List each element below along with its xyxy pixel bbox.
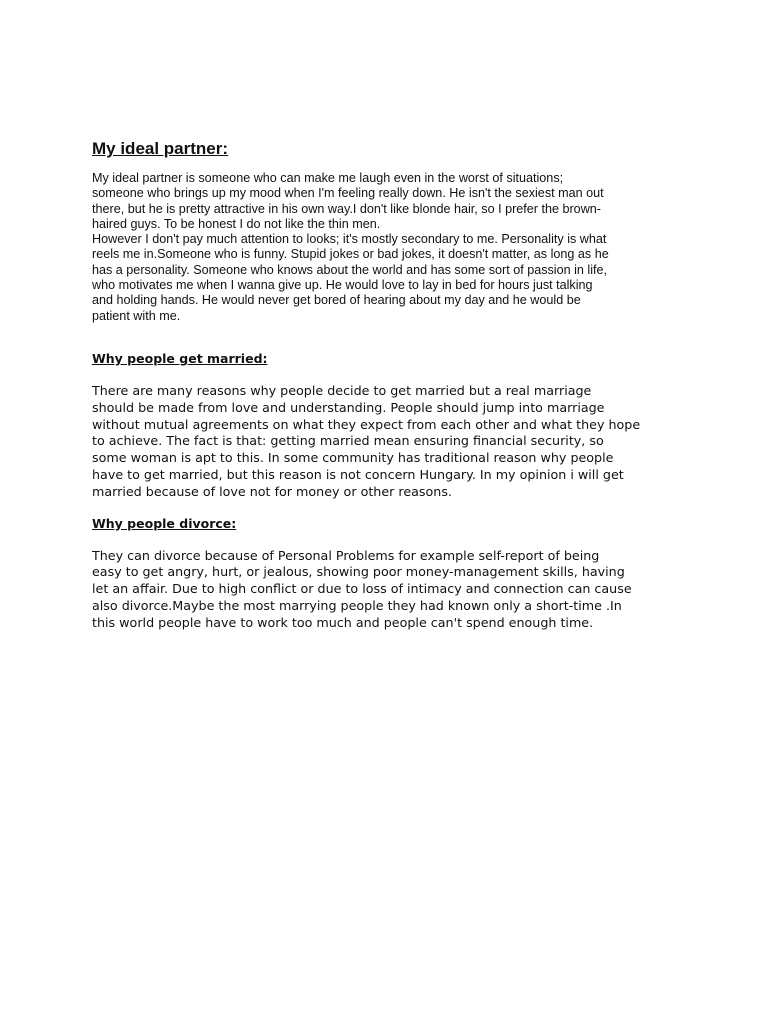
paragraph-line: who motivates me when I wanna give up. He would love to lay in bed for hours just talking (92, 278, 593, 293)
paragraph-line: and holding hands. He would never get bored of hearing about my day and he would be (92, 293, 581, 308)
paragraph-line: haired guys. To be honest I do not like the thin men. (92, 216, 381, 231)
paragraph-line: There are many reasons why people decide to get married but a real marriage (92, 382, 592, 398)
document-title: My ideal partner: (92, 139, 229, 158)
paragraph-line: someone who brings up my mood when I'm feeling really down. He isn't the sexiest man out (92, 186, 604, 201)
paragraph-line: should be made from love and understanding. People should jump into marriage (92, 399, 605, 415)
paragraph-line: there, but he is pretty attractive in his own way.I don't like blonde hair, so I prefer the brown- (92, 201, 601, 216)
paragraph-line: some woman is apt to this. In some community has traditional reason why people (92, 450, 614, 466)
paragraph-line: They can divorce because of Personal Problems for example self-report of being (92, 547, 600, 563)
paragraph-line: However I don't pay much attention to looks; it's mostly secondary to me. Personality is what (92, 232, 607, 247)
ideal-partner-paragraph (92, 171, 682, 324)
paragraph-line: married because of love not for money or other reasons. (92, 483, 452, 499)
paragraph-line: let an affair. Due to high conflict or due to loss of intimacy and connection can cause (92, 581, 632, 597)
paragraph-line: to achieve. The fact is that: getting married mean ensuring financial security, so (92, 433, 604, 449)
paragraph-line: patient with me. (92, 308, 181, 323)
married-heading: Why people get married: (92, 350, 268, 366)
married-paragraph (92, 383, 682, 501)
divorce-heading: Why people divorce: (92, 515, 237, 531)
paragraph-line: without mutual agreements on what they expect from each other and what they hope (92, 416, 641, 432)
document-body (92, 138, 682, 632)
paragraph-line: easy to get angry, hurt, or jealous, showing poor money-management skills, having (92, 564, 625, 580)
paragraph-line: have to get married, but this reason is not concern Hungary. In my opinion i will get (92, 466, 624, 482)
paragraph-line: this world people have to work too much and people can't spend enough time. (92, 614, 594, 630)
paragraph-line: reels me in.Someone who is funny. Stupid jokes or bad jokes, it doesn't matter, as long as he (92, 247, 609, 262)
paragraph-line: My ideal partner is someone who can make me laugh even in the worst of situations; (92, 171, 564, 185)
divorce-paragraph (92, 548, 682, 632)
paragraph-line: has a personality. Someone who knows about the world and has some sort of passion in life, (92, 262, 608, 277)
paragraph-line: also divorce.Maybe the most marrying people they had known only a short-time .In (92, 597, 622, 613)
